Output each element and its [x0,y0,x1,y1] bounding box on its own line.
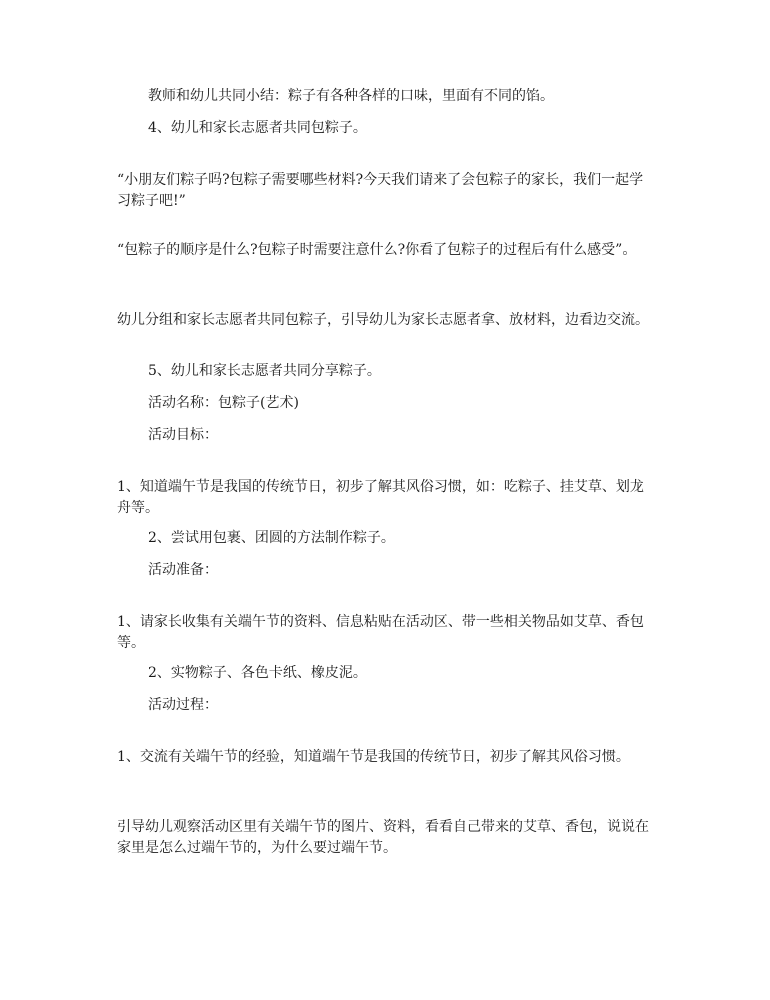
process-guide: 引导幼儿观察活动区里有关端午节的图片、资料，看看自己带来的艾草、香包，说说在家里是怎么过端午节的，为什么要过端午节。 [117,819,649,856]
paragraph-step-5: 5、幼儿和家长志愿者共同分享粽子。 [148,363,381,379]
activity-process-heading: 活动过程： [148,697,218,713]
goal-2: 2、尝试用包裹、团圆的方法制作粽子。 [148,530,395,546]
paragraph-quote-materials: “小朋友们粽子吗?包粽子需要哪些材料?今天我们请来了会包粽子的家长，我们一起学习粽子吧!” [117,172,644,209]
paragraph-group-work: 幼儿分组和家长志愿者共同包粽子，引导幼儿为家长志愿者拿、放材料，边看边交流。 [117,312,649,328]
process-1: 1、交流有关端午节的经验，知道端午节是我国的传统节日，初步了解其风俗习惯。 [117,749,630,765]
activity-goals-heading: 活动目标： [148,427,218,443]
paragraph-quote-order: “包粽子的顺序是什么?包粽子时需要注意什么?你看了包粽子的过程后有什么感受”。 [117,242,637,258]
activity-name: 活动名称：包粽子(艺术) [148,395,299,411]
activity-prep-heading: 活动准备： [148,562,218,578]
prep-2: 2、实物粽子、各色卡纸、橡皮泥。 [148,665,367,681]
paragraph-summary: 教师和幼儿共同小结：粽子有各种各样的口味，里面有不同的馅。 [148,88,554,104]
prep-1: 1、请家长收集有关端午节的资料、信息粘贴在活动区、带一些相关物品如艾草、香包等。 [117,614,644,651]
goal-1: 1、知道端午节是我国的传统节日，初步了解其风俗习惯，如：吃粽子、挂艾草、划龙舟等。 [117,479,644,516]
paragraph-step-4: 4、幼儿和家长志愿者共同包粽子。 [148,120,367,136]
